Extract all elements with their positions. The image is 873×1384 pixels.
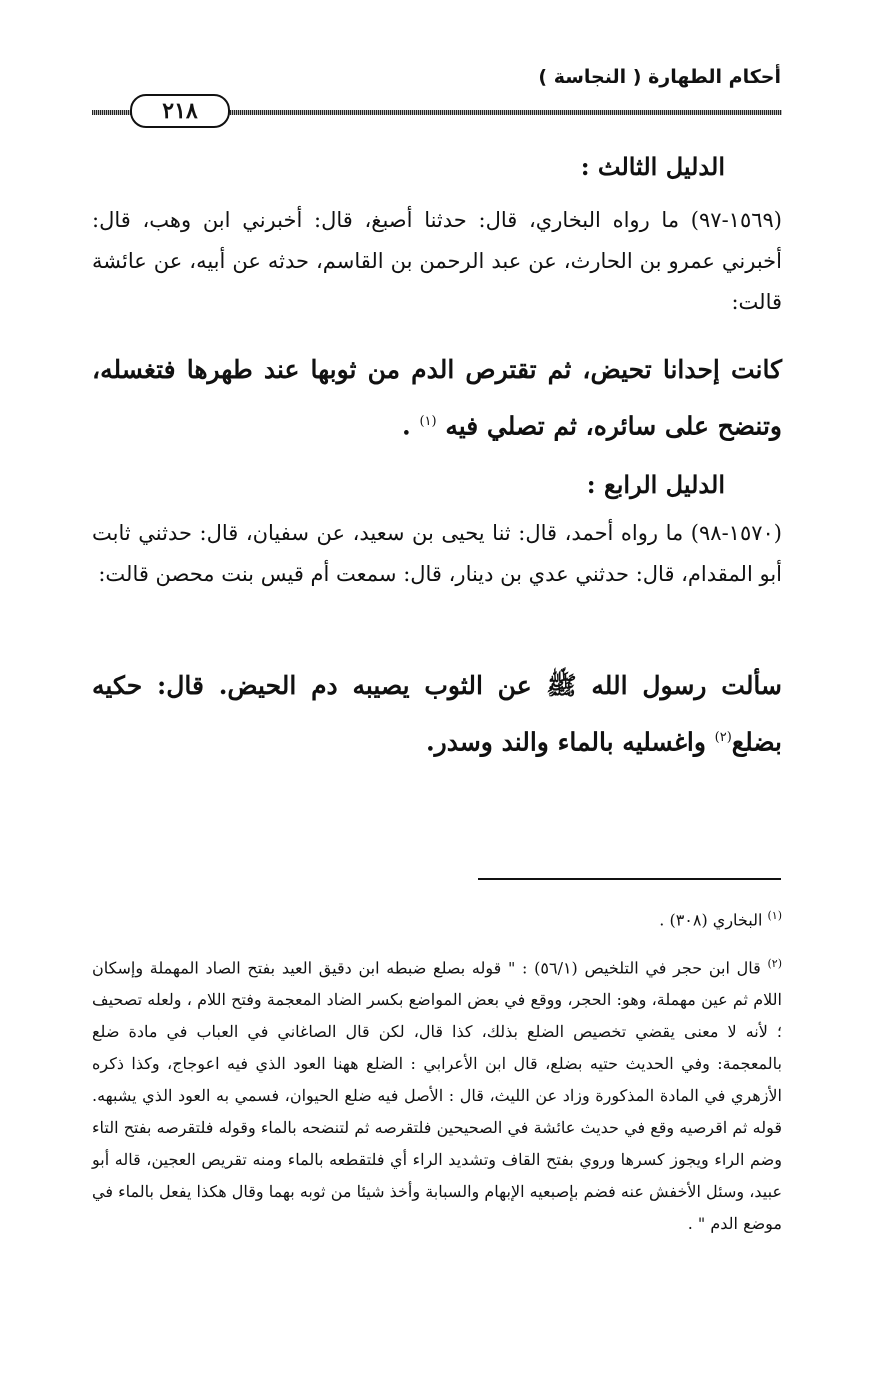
- hadith-body-a: سألت رسول الله ﷺ عن الثوب يصيبه دم الحيض. قال: حكيه بضلع: [92, 671, 782, 757]
- footnote-1-text: البخاري (٣٠٨) .: [659, 910, 768, 930]
- footnote-reference-2[interactable]: (٢): [714, 730, 732, 745]
- section-heading-fourth-evidence: الدليل الرابع :: [586, 470, 725, 499]
- hadith-end: .: [402, 411, 411, 441]
- running-header-title: أحكام الطهارة ( النجاسة ): [538, 66, 781, 88]
- section-heading-third-evidence: الدليل الثالث :: [580, 152, 725, 181]
- header-rule: [92, 94, 782, 130]
- footnote-1: [92, 900, 782, 936]
- footnote-2-marker: (٢): [767, 957, 782, 970]
- narration-paragraph-1569: (١٥٦٩-٩٧) ما رواه البخاري، قال: حدثنا أصبغ، قال: أخبرني ابن وهب، قال: أخبرني عمرو بن الحارث، عن عبد الرحمن بن القاسم، حدثه عن أبيه، عن عائشة قالت:: [92, 208, 782, 314]
- hadith-body-b: واغسليه بالماء والند وسدر.: [425, 727, 715, 757]
- footnote-2: [92, 948, 782, 1240]
- hadith-text-aisha: [92, 344, 782, 452]
- page-number: ٢١٨: [130, 94, 230, 128]
- footnote-separator: [478, 878, 781, 880]
- footnote-1-marker: (١): [767, 909, 782, 922]
- hadith-body: كانت إحدانا تحيض، ثم تقترص الدم من ثوبها عند طهرها فتغسله، وتنضح على سائره، ثم تصلي فيه: [92, 355, 782, 441]
- hadith-text-umm-qays: [92, 660, 782, 768]
- narration-paragraph-1570: (١٥٧٠-٩٨) ما رواه أحمد، قال: ثنا يحيى بن سعيد، عن سفيان، قال: حدثني ثابت أبو المقدام، قال: حدثني عدي بن دينار، قال: سمعت أم قيس بنت محصن قالت:: [92, 521, 782, 586]
- footnote-2-text: قال ابن حجر في التلخيص (٥٦/١) : " قوله بصلع ضبطه ابن دقيق العيد بفتح الصاد المهملة وإسكان اللام ثم عين مهملة، وهو: الحجر، ووقع في بعض المواضع بكسر الضاد المعجمة وفتح اللام ، ولعله تصحيف ؛ لأنه لا معنى يقضي تخصيص الضلع بذلك، كذا قال، لكن قال الصاغاني في العباب في مادة ضلع بالمعجمة: وفي الحديث حتيه بضلع، قال ابن الأعرابي : الضلع ههنا العود الذي فيه اعوجاج، وكذا ذكره الأزهري في المادة المذكورة وزاد عن الليث، قال : الأصل فيه ضلع الحيوان، فسمي به العود الذي يشبهه. قوله ثم اقرصيه وقع في حديث عائشة في الصحيحين فلتقرصه ثم لتنضحه بالماء وقوله فلتقرصه بفتح التاء وضم الراء ويجوز كسرها وروي بفتح القاف وتشديد الراء أي فلتقطعه بالماء ومنه تقريص العجين، قاله أبو عبيد، وسئل الأخفش عنه فضم بإصبعيه الإبهام والسبابة وأخذ شيئا من ثوبه بهما وقال هكذا يفعل بالماء في موضع الدم " .: [92, 958, 783, 1234]
- footnote-reference-1[interactable]: (١): [419, 414, 437, 429]
